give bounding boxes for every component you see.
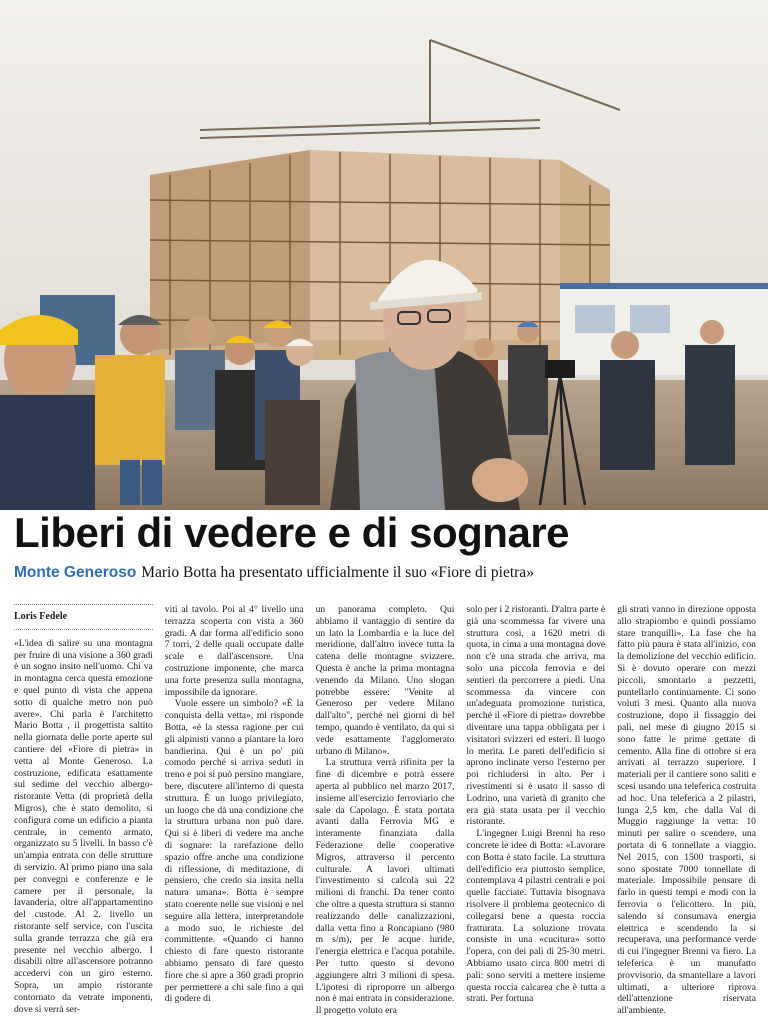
article-body — [14, 604, 756, 1017]
deck: Mario Botta ha presentato ufficialmente il suo «Fiore di pietra» — [141, 564, 534, 581]
column-4 — [466, 604, 606, 1005]
paragraph: solo per i 2 ristoranti. D'altra parte è già una scommessa far vivere una struttura così, a 1620 metri di quota, in cima a una montagna dove non c'è una strada che arriva, ma solo una piccola ferrovia e dei sentieri da percorrere a piedi. Una scommessa da vincere con un'adeguata promozione turistica, perché il «Fiore di pietra» dovrebbe diventare una tappa obbligata per i visitatori svizzeri ed esteri. Il luogo lo merita. Le pareti dell'edificio si aprono inclinate verso l'esterno per poi richiudersi in alto. Per i rivestimenti si è usato il sasso di Lodrino, una varietà di granito che era già stata usata per il vecchio ristorante. — [466, 604, 606, 828]
subheadline — [14, 562, 764, 583]
building-under-construction — [150, 150, 610, 360]
paragraph: viti al tavolo. Poi al 4° livello una terrazza scoperta con vista a 360 gradi. A dar forma all'edificio sono 7 torri, 2 delle quali occupate dalle scale e dall'ascensore. Una costruzione imponente, che marca una forte presenza sulla montagna, impossibile da ignorare. — [164, 604, 304, 698]
paragraph: L'ingegner Luigi Brenni ha reso concrete le idee di Botta: «Lavorare con Botta è stato facile. La struttura dell'edificio era piuttosto semplice, contemplava 4 pilastri centrali e poi quelle facciate. Tuttavia bisognava risolvere il problema geotecnico di collegarsi bene a questa roccia fratturata. La soluzione trovata consiste in una «cucitura» sotto l'opera, con dei pali di 25-30 metri. Abbiamo usato circa 800 metri di pali: sono serviti a mettere insieme questa roccia calcarea che è tutta a strati. Per fortuna — [466, 828, 606, 1005]
byline: Loris Fedele — [14, 611, 153, 630]
column-3 — [315, 604, 455, 1017]
column-5 — [617, 604, 756, 1017]
column-1 — [14, 604, 153, 1015]
paragraph: Vuole essere un simbolo? «È la conquista della vetta», mi risponde Botta, «è la stessa ragione per cui gli alpinisti vanno a piantare la loro bandierina. Qui è un po' più comodo perché si arriva seduti in treno e poi si può persino mangiare, bere, discutere all'interno di questa struttura. È un luogo privilegiato, un luogo che dà una condizione che la struttura urbana non può dare. Qui si è liberi di vedere ma anche di sognare: la rarefazione dello spazio offre anche una condizione di riflessione, di meditazione, di pensiero, che credo sia insita nella natura umana». Botta è sempre stato coerente nelle sue visioni e nel seguire alla lettera, interpretandole a modo suo, le richieste del committente. «Quando ci hanno chiesto di fare questo ristorante abbiamo pensato di fare questo fiore che si apre a 360 gradi proprio per permettere a chi sale fino a qui di godere di — [164, 698, 304, 1005]
byline-block — [14, 604, 153, 630]
paragraph: gli strati vanno in direzione opposta allo strapiombo e quindi possiamo stare tranquilli». La fase che ha fatto più paura è stata all'inizio, con la demolizione del vecchio edificio. Si è dovuto operare con mezzi piccoli, smontarlo a pezzetti, puntellarlo continuamente. Ci sono voluti 3 mesi. Quanto alla nuova costruzione, dopo il fissaggio dei pali, nel mese di giugno 2015 si sono fatte le prime gettate di cemento. Alla fine di ottobre si era arrivati al terrazzo superiore. I materiali per il cantiere sono saliti e scesi usando una teleferica costruita ad hoc. Una teleferica a 2 pilastri, lunga 2,5 km, che dalla Val di Muggio raggiunge la vetta: 10 minuti per salire o scendere, una portata di 6 tonnellate a viaggio. Nel 2015, con 1500 trasporti, si sono spostate 7000 tonnellate di materiale. Impossibile pensare di farlo in questi tempi e modi con la ferrovia o l'elicottero. In più, salendo si consumava energia elettrica e scendendo la si recuperava, una performance verde di cui l'ingegner Brenni va fiero. La teleferica è un manufatto provvisorio, da smantellare a lavori ultimati, a ulteriore riprova dell'attenzione riservata all'ambiente. — [617, 604, 756, 1017]
paragraph: un panorama completo. Qui abbiamo il vantaggio di sentire da un lato la Lombardia e la luce del meridione, dall'altro invece tutta la catena delle montagne svizzere. Questa è anche la prima montagna venendo da Milano. Uno slogan potrebbe essere: "Venite al Generoso per vedere Milano dall'alto", perché nei giorni di bel tempo, quando è ventilato, da qui si vede esattamente l'agglomerato urbano di Milano». — [315, 604, 455, 757]
paragraph: La struttura verrà rifinita per la fine di dicembre e potrà essere aperta al pubblico nel marzo 2017, insieme all'esercizio ferroviario che sale da Capolago. È stata portata avanti dalla Ferrovia MG e interamente finanziata dalla Federazione delle cooperative Migros, attraverso il percento culturale. A lavori ultimati l'investimento si calcola sui 22 milioni di franchi. Da tener conto che oltre a questa struttura si stanno realizzando delle canalizzazioni, dalla vetta fino a Roncapiano (980 m s/m), per le acque luride, l'energia elettrica e l'acqua potabile. Per tutto questo si devono aggiungere altri 3 milioni di spesa. L'ipotesi di riproporre un albergo non è mai entrata in considerazione. Il progetto voluto era — [315, 757, 455, 1017]
column-2 — [164, 604, 304, 1005]
kicker-location: Monte Generoso — [14, 564, 137, 581]
paragraph: «L'idea di salire su una montagna per fruire di una visione a 360 gradi è un sogno insito nell'uomo. Chi va in montagna cerca questa emozione e quel punto di vista che appena sotto di qualche metro non può avere». Chi parla è l'architetto Mario Botta , il progettista saltito nella giornata delle porte aperte sul cantiere del «Fiore di pietra» in vetta al Monte Generoso. La costruzione, edificata esattamente sul sedime del vecchio albergo-ristorante Vetta (di proprietà della Migros), che è stato demolito, si configura come un edificio a pianta centrale, in cemento armato, organizzato su 5 livelli. In basso c'è un'ampia entrata con delle strutture di servizio. Al primo piano una sala per convegni e conferenze e le camere per il personale, la lavanderia, oltre all'appartamentino del custode. Al 2. livello un ristorante self service, con l'uscita sulla grande terrazza che già era presente nel vecchio albergo. I disabili oltre all'ascensore potranno accedervi con un giro esterno. Sopra, un ampio ristorante contornato da vetrate imponenti, dove si verrà ser- — [14, 637, 153, 1015]
site-cabin — [560, 283, 768, 375]
headline: Liberi di vedere e di sognare — [14, 509, 570, 556]
